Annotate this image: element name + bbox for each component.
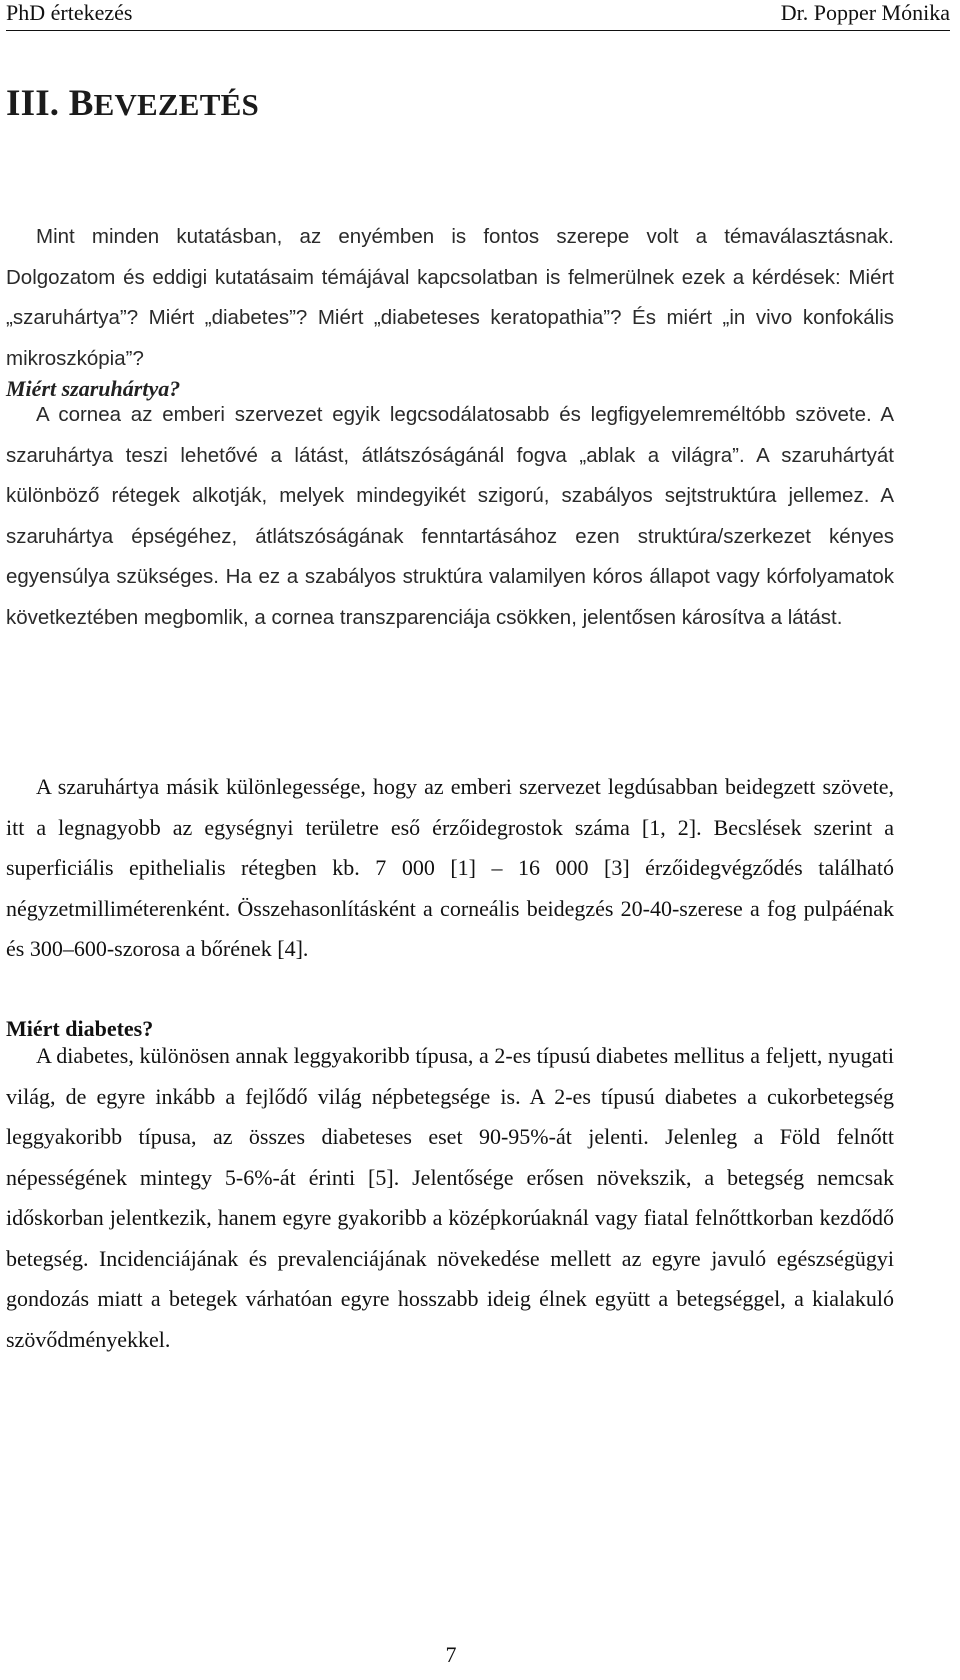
- intro-paragraph: Mint minden kutatásban, az enyémben is fontos szerepe volt a témaválasztásnak. Dolgozatom és eddigi kutatásaim témájával kapcsolatban is felmerülnek ezek a kérdések: Miért „szaruhártya”? Miért „diabetes”? Miért „diabeteses keratopathia”? És miért „in vivo konfokális mikroszkópia”?: [6, 225, 894, 370]
- header-author-name: Dr. Popper Mónika: [780, 0, 950, 25]
- header-rule: [6, 30, 950, 31]
- header-thesis-label: PhD értekezés: [6, 0, 133, 25]
- cornea-paragraph-1: A cornea az emberi szervezet egyik legcsodálatosabb és legfigyelemreméltóbb szövete. A szaruhártya teszi lehetővé a látást, átlátszóságánál fogva „ablak a világra”. A szaruhártyát különböző rétegek alkotják, melyek mindegyikét szigorú, szabályos sejtstruktúra jellemez. A szaruhártya épségéhez, átlátszóságának fenntartásához ezen struktúra/szerkezet kényes egyensúlya szükséges. Ha ez a szabályos struktúra valamilyen kóros állapot vagy kórfolyamatok következtében megbomlik, a cornea transzparenciája csökken, jelentősen károsítva a látást.: [6, 403, 894, 629]
- page-number: 7: [445, 1642, 457, 1667]
- section-heading-cornea: Miért szaruhártya?: [6, 376, 181, 401]
- diabetes-paragraph: A diabetes, különösen annak leggyakoribb típusa, a 2-es típusú diabetes mellitus a feljett, nyugati világ, de egyre inkább a fejlődő világ népbetegsége is. A 2-es típusú diabetes a cukorbetegség leggyakoribb típusa, az összes diabeteses eset 90-95%-át jelenti. Jelenleg a Föld felnőtt népességének mintegy 5-6%-át érinti [5]. Jelentősége erősen növekszik, a betegség nemcsak időskorban jelentkezik, hanem egyre gyakoribb a középkorúaknál vagy fiatal felnőttkorban kezdődő betegség. Incidenciájának és prevalenciájának növekedése mellett az egyre javuló egészségügyi gondozás miatt a betegek várhatóan egyre hosszabb ideig élnek együtt a betegséggel, a kialakuló szövődményekkel.: [6, 1043, 894, 1352]
- running-header: [6, 0, 950, 30]
- section-heading-diabetes: Miért diabetes?: [6, 1016, 154, 1041]
- chapter-title-rest: EVEZETÉS: [93, 87, 259, 122]
- chapter-numeral: III.: [6, 83, 60, 124]
- chapter-title: [6, 80, 259, 129]
- cornea-paragraph-2: A szaruhártya másik különlegessége, hogy az emberi szervezet legdúsabban beidegzett szövete, itt a legnagyobb az egységnyi területre eső érzőidegrostok száma [1, 2]. Becslések szerint a superficiális epithelialis rétegben kb. 7 000 [1] – 16 000 [3] érzőidegvégződés található négyzetmilliméterenként. Összehasonlításként a corneális beidegzés 20-40-szerese a fog pulpáénak és 300–600-szorosa a bőrének [4].: [6, 774, 894, 961]
- chapter-title-initial: B: [68, 83, 94, 124]
